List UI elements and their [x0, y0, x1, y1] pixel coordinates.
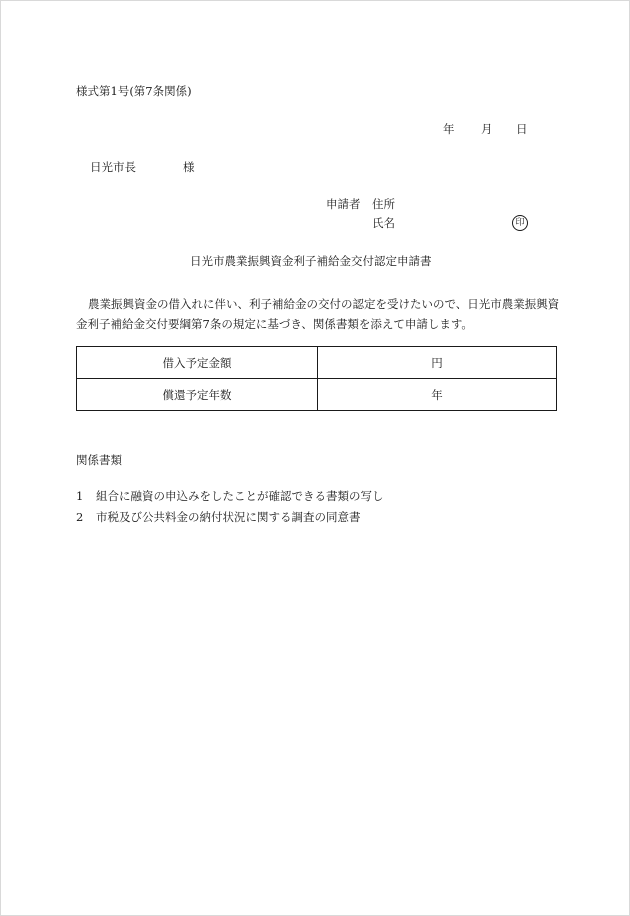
- date-day-label: 日: [516, 122, 528, 136]
- date-month-label: 月: [481, 122, 493, 136]
- name-label: 氏名: [372, 216, 395, 230]
- date-year-label: 年: [443, 122, 455, 136]
- list-item-number: 2: [76, 510, 84, 524]
- body-paragraph: 農業振興資金の借入れに伴い、利子補給金の交付の認定を受けたいので、日光市農業振興資金利子補給金交付要綱第7条の規定に基づき、関係書類を添えて申請します。: [76, 297, 560, 331]
- list-item-number: 1: [76, 489, 84, 503]
- related-documents-heading: 関係書類: [76, 453, 122, 467]
- list-item: [76, 491, 384, 503]
- form-number: 様式第1号(第7条関係): [76, 84, 192, 98]
- applicant-label: 申請者: [326, 197, 361, 211]
- table-row: [77, 379, 557, 411]
- table-row: [77, 347, 557, 379]
- address-label: 住所: [372, 197, 395, 211]
- loan-info-table: [76, 346, 557, 411]
- loan-amount-label: 借入予定金額: [77, 347, 318, 379]
- document-title: 日光市農業振興資金利子補給金交付認定申請書: [190, 254, 432, 268]
- list-item: [76, 512, 361, 524]
- repayment-years-unit: 年: [318, 379, 557, 411]
- list-item-text: 組合に融資の申込みをしたことが確認できる書類の写し: [96, 489, 384, 503]
- repayment-years-label: 償還予定年数: [77, 379, 318, 411]
- list-item-text: 市税及び公共料金の納付状況に関する調査の同意書: [96, 510, 361, 524]
- loan-amount-unit: 円: [318, 347, 557, 379]
- addressee-honorific: 様: [183, 160, 195, 174]
- seal-icon: 印: [512, 215, 528, 231]
- addressee-name: 日光市長: [90, 160, 136, 174]
